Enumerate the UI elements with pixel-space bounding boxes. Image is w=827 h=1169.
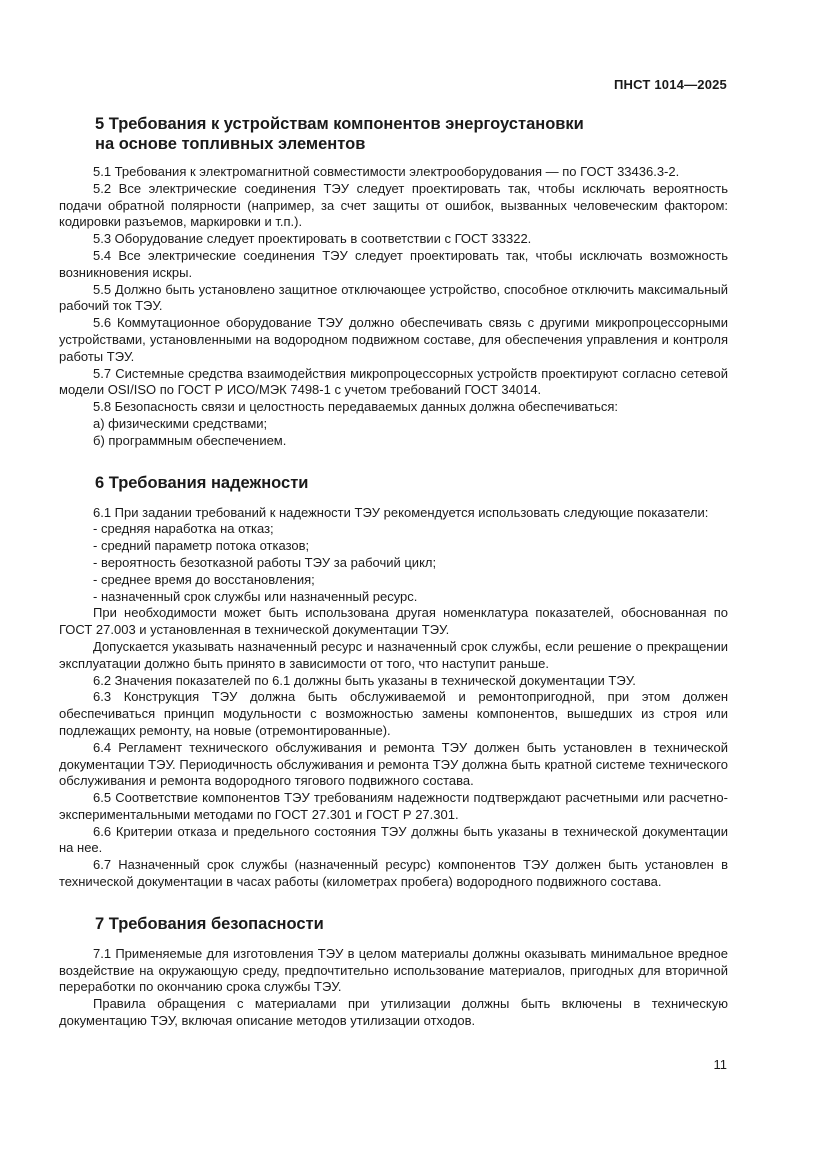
dash-item: - вероятность безотказной работы ТЭУ за рабочий цикл; — [93, 554, 437, 570]
section-5-title-line2: на основе топливных элементов — [95, 135, 366, 153]
paragraph-7-1-disposal: Правила обращения с материалами при утилизации должны быть включены в техническую документацию ТЭУ, включая описание методов утилизации отходов. — [59, 996, 728, 1029]
dash-item: - средняя наработка на отказ; — [93, 521, 274, 537]
paragraph-6-1-note: При необходимости может быть использована другая номенклатура показателей, обоснованная по ГОСТ 27.003 и установленная в технической документации ТЭУ. — [59, 605, 728, 638]
dash-item: - назначенный срок службы или назначенный ресурс. — [93, 588, 418, 604]
paragraph-5-8: 5.8 Безопасность связи и целостность передаваемых данных должна обеспечиваться: — [93, 399, 619, 415]
paragraph-5-5: 5.5 Должно быть установлено защитное отключающее устройство, способное отключить максимальный рабочий ток ТЭУ. — [59, 281, 728, 314]
paragraph-6-6: 6.6 Критерии отказа и предельного состояния ТЭУ должны быть указаны в технической документации на нее. — [59, 823, 728, 856]
paragraph-6-2: 6.2 Значения показателей по 6.1 должны быть указаны в технической документации ТЭУ. — [93, 672, 636, 688]
paragraph-7-1: 7.1 Применяемые для изготовления ТЭУ в целом материалы должны оказывать минимальное вредное воздействие на окружающую среду, предпочтительно использование материалов, пригодных для вторичной переработки по окончанию срока службы ТЭУ. — [59, 945, 728, 995]
section-5-title-line1: 5 Требования к устройствам компонентов энергоустановки — [95, 115, 584, 133]
paragraph-6-7: 6.7 Назначенный срок службы (назначенный ресурс) компонентов ТЭУ должен быть установлен в технической документации в часах работы (километрах пробега) водородного подвижного состава. — [59, 857, 728, 890]
paragraph-5-7: 5.7 Системные средства взаимодействия микропроцессорных устройств проектируют согласно сетевой модели OSI/ISO по ГОСТ Р ИСО/МЭК 7498-1 с учетом требований ГОСТ 34014. — [59, 365, 728, 398]
paragraph-6-4: 6.4 Регламент технического обслуживания и ремонта ТЭУ должен быть установлен в технической документации ТЭУ. Периодичность обслуживания и ремонта ТЭУ должна быть кратной системе технического обслуживания и ремонта водородного тягового подвижного состава. — [59, 739, 728, 789]
page-number: 11 — [713, 1057, 727, 1072]
paragraph-6-5: 6.5 Соответствие компонентов ТЭУ требованиям надежности подтверждают расчетными или расчетно-экспериментальными методами по ГОСТ 27.301 и ГОСТ Р 27.301. — [59, 790, 728, 822]
list-item-a: а) физическими средствами; — [93, 415, 268, 431]
paragraph-6-1: 6.1 При задании требований к надежности ТЭУ рекомендуется использовать следующие показатели: — [93, 504, 709, 520]
paragraph-5-3: 5.3 Оборудование следует проектировать в соответствии с ГОСТ 33322. — [93, 231, 532, 247]
section-6-heading: 6 Требования надежности — [95, 473, 309, 492]
list-item-b: б) программным обеспечением. — [93, 432, 287, 448]
paragraph-5-1: 5.1 Требования к электромагнитной совместимости электрооборудования — по ГОСТ 33436.3-2. — [93, 164, 680, 179]
page-content — [59, 114, 728, 1030]
paragraph-5-6: 5.6 Коммутационное оборудование ТЭУ должно обеспечивать связь с другими микропроцессорными устройствами, установленными на водородном подвижном составе, для обеспечения управления и контроля работы ТЭУ. — [59, 315, 728, 364]
document-code: ПНСТ 1014—2025 — [614, 77, 727, 92]
paragraph-5-4: 5.4 Все электрические соединения ТЭУ следует проектировать так, чтобы исключать возможность возникновения искры. — [59, 247, 728, 280]
section-5-heading — [59, 114, 728, 154]
section-7-heading: 7 Требования безопасности — [95, 914, 324, 933]
dash-item: - средний параметр потока отказов; — [93, 538, 310, 554]
dash-item: - среднее время до восстановления; — [93, 571, 315, 587]
paragraph-6-1-allowance: Допускается указывать назначенный ресурс и назначенный срок службы, если решение о прекращении эксплуатации должно быть принято в зависимости от того, что наступит раньше. — [59, 638, 728, 671]
paragraph-6-3: 6.3 Конструкция ТЭУ должна быть обслуживаемой и ремонтопригодной, при этом должен обеспечиваться принцип модульности с возможностью замены компонентов, вышедших из строя или подлежащих ремонту, на новые (отремонтированные). — [59, 689, 728, 738]
paragraph-5-2: 5.2 Все электрические соединения ТЭУ следует проектировать так, чтобы исключать вероятность подачи обратной полярности (например, за счет защиты от ошибок, вызванных человеческим фактором: кодировки разъемов, маркировки и т.п.). — [59, 180, 728, 230]
